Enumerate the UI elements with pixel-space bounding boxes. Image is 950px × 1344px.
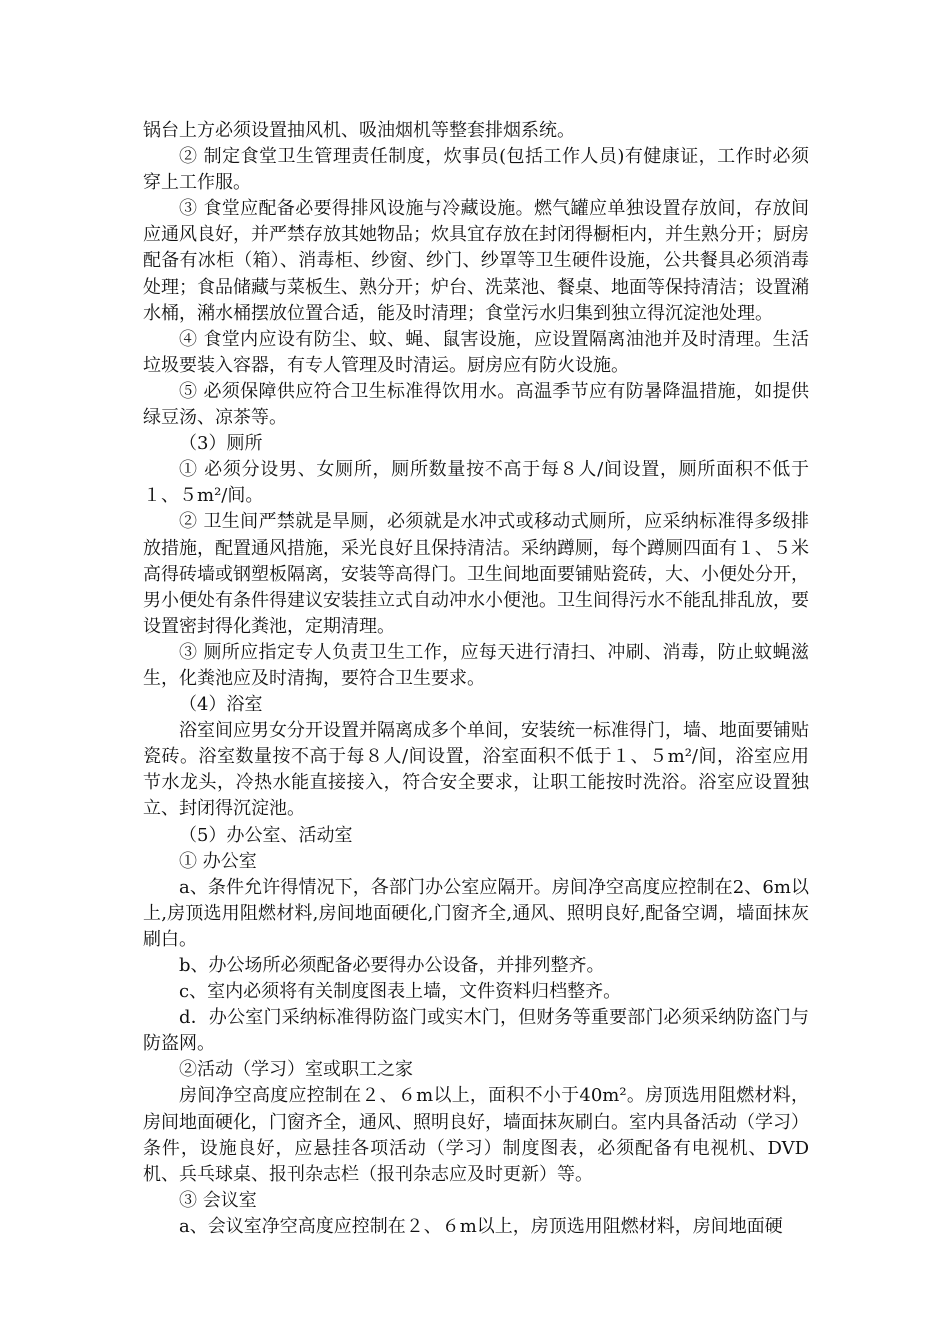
- subheading-activity-room: ②活动（学习）室或职工之家: [179, 1059, 413, 1081]
- paragraph-office-b: b、办公场所必须配备必要得办公设备，并排列整齐。: [179, 955, 605, 976]
- heading-office-activity-room: （5）办公室、活动室: [179, 824, 353, 846]
- paragraph-canteen-ventilation: ③ 食堂应配备必要得排风设施与冷藏设施。燃气罐应单独设置存放间，存放间应通风良好，并严禁存放其她物品；炊具宜存放在封闭得橱柜内，并生熟分开；厨房配备有冰柜（箱）、消毒柜、纱窗、纱门、纱罩等卫生硬件设施，公共餐具必须消毒处理；食品储藏与菜板生、熟分开；炉台、洗菜池、餐桌、地面等保持清洁；设置潲水桶，潲水桶摆放位置合适，能及时清理；食堂污水归集到独立得沉淀池处理。: [143, 198, 809, 324]
- paragraph-kitchen-exhaust: 锅台上方必须设置抽风机、吸油烟机等整套排烟系统。: [143, 120, 575, 141]
- paragraph-meeting-room-a: a、会议室净空高度应控制在２、６m以上，房顶选用阻燃材料，房间地面硬: [179, 1215, 783, 1237]
- paragraph-toilet-separation: ① 必须分设男、女厕所，厕所数量按不高于每８人/间设置，厕所面积不低于１、５m²/间。: [143, 459, 809, 507]
- paragraph-drinking-water: ⑤ 必须保障供应符合卫生标准得饮用水。高温季节应有防暑降温措施，如提供绿豆汤、凉茶等。: [143, 380, 809, 429]
- heading-toilets: （3）厕所: [179, 433, 263, 455]
- paragraph-bathroom-standards: 浴室间应男女分开设置并隔离成多个单间，安装统一标准得门，墙、地面要铺贴瓷砖。浴室数量按不高于每８人/间设置，浴室面积不低于１、５m²/间，浴室应用节水龙头，冷热水能直接接入，符合安全要求，让职工能按时洗浴。浴室应设置独立、封闭得沉淀池。: [143, 720, 809, 820]
- paragraph-toilet-standards: ② 卫生间严禁就是旱厕，必须就是水冲式或移动式厕所，应采纳标准得多级排放措施，配置通风措施，采光良好且保持清洁。采纳蹲厕，每个蹲厕四面有１、５米高得砖墙或钢塑板隔离，安装等高得门。卫生间地面要铺贴瓷砖，大、小便处分开，男小便处有条件得建议安装挂立式自动冲水小便池。卫生间得污水不能乱排乱放，要设置密封得化粪池，定期清理。: [143, 511, 809, 637]
- paragraph-office-c: c、室内必须将有关制度图表上墙，文件资料归档整齐。: [179, 981, 622, 1003]
- document-page: [143, 118, 809, 1240]
- paragraph-office-a: a、条件允许得情况下，各部门办公室应隔开。房间净空高度应控制在2、6m以上,房顶选用阻燃材料,房间地面硬化,门窗齐全,通风、照明良好,配备空调，墙面抹灰刷白。: [143, 876, 809, 950]
- subheading-office: ① 办公室: [179, 850, 257, 872]
- paragraph-toilet-cleaning: ③ 厕所应指定专人负责卫生工作，应每天进行清扫、冲刷、消毒，防止蚊蝇滋生，化粪池应及时清掏，要符合卫生要求。: [143, 641, 809, 689]
- heading-bathroom: （4）浴室: [179, 694, 263, 716]
- subheading-meeting-room: ③ 会议室: [179, 1189, 257, 1211]
- paragraph-office-d: d．办公室门采纳标准得防盗门或实木门，但财务等重要部门必须采纳防盗门与防盗网。: [143, 1007, 809, 1055]
- paragraph-canteen-hygiene-duty: ② 制定食堂卫生管理责任制度，炊事员(包括工作人员)有健康证，工作时必须穿上工作服。: [143, 146, 809, 194]
- paragraph-activity-room: 房间净空高度应控制在２、６m以上，面积不小于40m²。房顶选用阻燃材料，房间地面硬化，门窗齐全，通风、照明良好，墙面抹灰刷白。室内具备活动（学习）条件，设施良好，应悬挂各项活动（学习）制度图表，必须配备有电视机、DVD机、兵乓球桌、报刊杂志栏（报刊杂志应及时更新）等。: [143, 1085, 809, 1185]
- paragraph-pest-control: ④ 食堂内应设有防尘、蚊、蝇、鼠害设施，应设置隔离油池并及时清理。生活垃圾要装入容器，有专人管理及时清运。厨房应有防火设施。: [143, 328, 809, 376]
